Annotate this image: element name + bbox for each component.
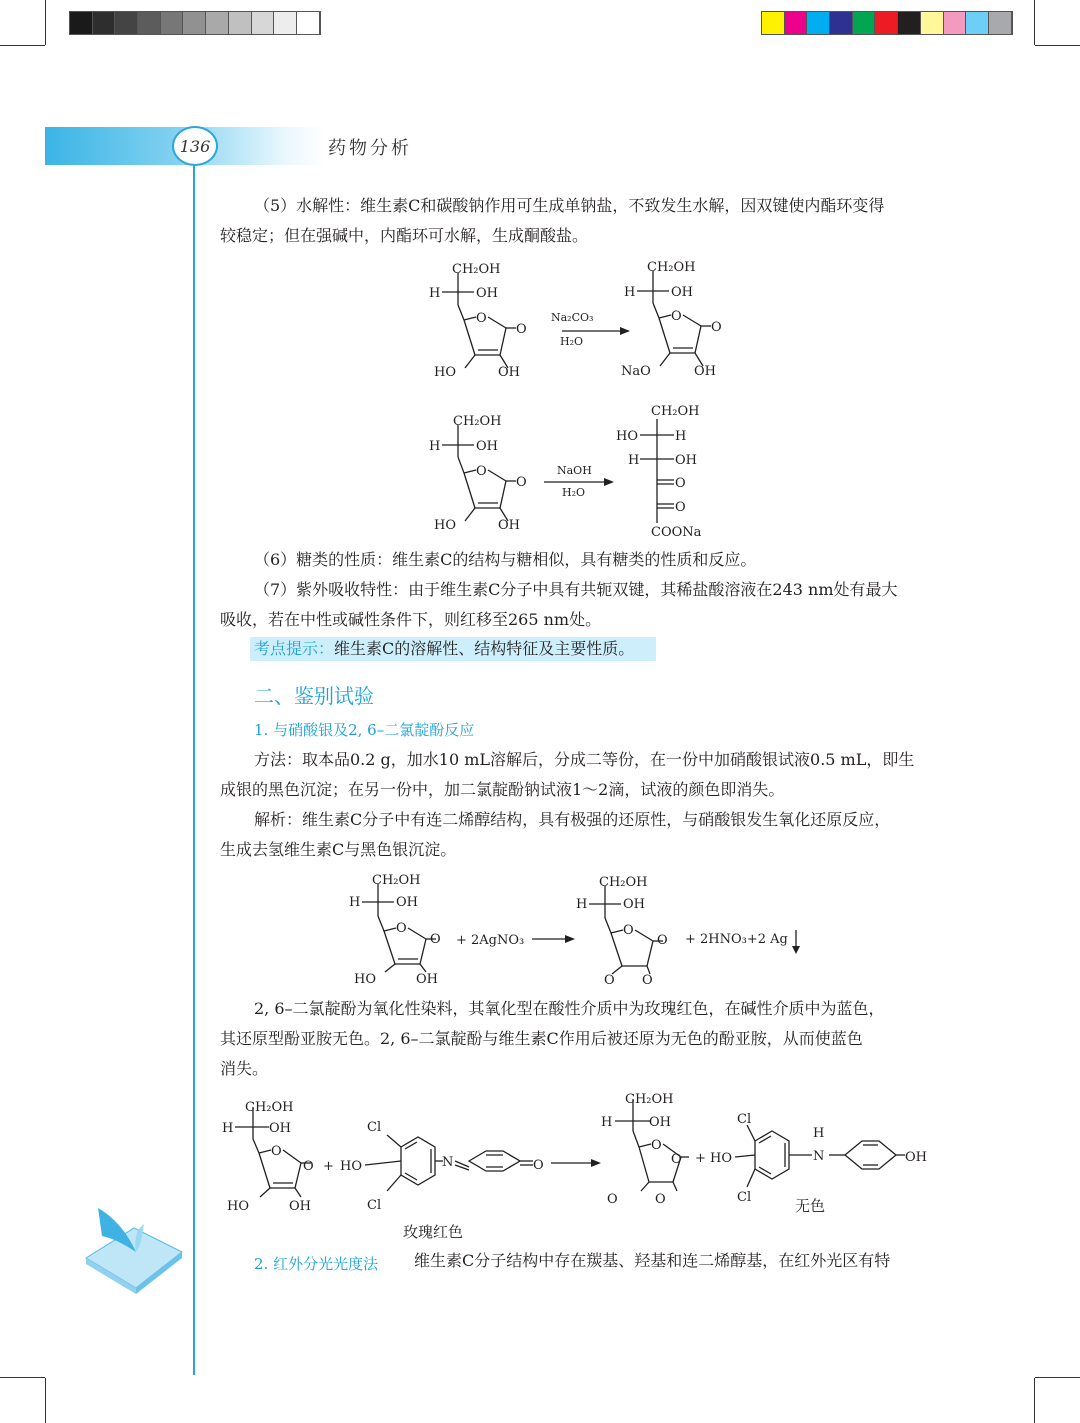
- label-ring-o: O: [396, 921, 407, 936]
- label-ring-o: O: [623, 923, 634, 938]
- page-number: 136: [172, 126, 218, 166]
- label-carbonyl-o: O: [671, 1152, 682, 1167]
- label-n: N: [813, 1149, 825, 1164]
- label-o: O: [533, 1158, 544, 1173]
- colorbar-swatch-4: [853, 12, 876, 34]
- label-h: H: [576, 897, 588, 912]
- colorbar-swatch-1: [785, 12, 808, 34]
- label-ch2oh: CH₂OH: [651, 404, 700, 419]
- label-cl: Cl: [367, 1198, 382, 1213]
- label-oh: OH: [649, 1115, 671, 1130]
- label-oh: OH: [498, 365, 520, 380]
- ir-text: 维生素C分子结构中存在羰基、羟基和连二烯醇基，在红外光区有特: [414, 1251, 891, 1270]
- paragraph-5-line1: （5）水解性：维生素C和碳酸钠作用可生成单钠盐，不致发生水解，因双键使内酯环变得: [254, 196, 885, 215]
- label-carbonyl-o: O: [303, 1159, 314, 1174]
- reaction-silver-nitrate-diagram: [340, 866, 820, 991]
- colorbar-swatch-8: [944, 12, 967, 34]
- colorbar-swatch-5: [875, 12, 898, 34]
- label-ho: HO: [227, 1199, 249, 1214]
- label-cl: Cl: [367, 1120, 382, 1135]
- label-oh: OH: [694, 364, 716, 379]
- greybar-swatch-9: [274, 12, 297, 34]
- label-oh: OH: [416, 972, 438, 987]
- key-point-text: [254, 634, 634, 664]
- colorbar-swatch-2: [807, 12, 830, 34]
- color-calibration-bar: [761, 11, 1013, 35]
- key-point-label: 考点提示：: [254, 639, 335, 658]
- label-carbonyl-o: O: [711, 320, 722, 335]
- crop-mark: [45, 0, 46, 45]
- label-nh-h: H: [813, 1126, 825, 1141]
- greybar-swatch-6: [206, 12, 229, 34]
- label-cl: Cl: [737, 1112, 752, 1127]
- grey-calibration-bar: [69, 11, 321, 35]
- label-h: H: [349, 895, 361, 910]
- label-plus: +: [323, 1159, 334, 1174]
- label-ho: HO: [710, 1151, 732, 1166]
- label-ch2oh: CH₂OH: [625, 1092, 674, 1107]
- label-ring-o: O: [476, 464, 487, 479]
- label-h: H: [624, 285, 636, 300]
- label-ch2oh: CH₂OH: [599, 875, 648, 890]
- label-ring-o: O: [476, 311, 487, 326]
- label-o: O: [655, 1192, 666, 1207]
- key-point-content: 维生素C的溶解性、结构特征及主要性质。: [334, 639, 635, 658]
- method-line1: 方法：取本品0.2 g，加水10 mL溶解后，分成二等份，在一份中加硝酸银试液0.5 mL，即生: [254, 750, 915, 769]
- label-o: O: [607, 1192, 618, 1207]
- label-oh: OH: [905, 1150, 927, 1165]
- greybar-swatch-3: [138, 12, 161, 34]
- colorbar-swatch-7: [921, 12, 944, 34]
- label-o: O: [642, 973, 653, 988]
- label-cl: Cl: [737, 1190, 752, 1205]
- label-coona: COONa: [651, 525, 702, 540]
- reagent-na2co3: Na₂CO₃: [551, 311, 594, 324]
- label-ho: HO: [434, 365, 456, 380]
- label-plus: +: [695, 1151, 706, 1166]
- crop-mark: [1035, 1377, 1080, 1378]
- reagent-naoh: NaOH: [557, 464, 592, 477]
- colorbar-swatch-10: [989, 12, 1012, 34]
- greybar-swatch-8: [252, 12, 275, 34]
- label-carbonyl-o: O: [516, 475, 527, 490]
- label-o: O: [604, 973, 615, 988]
- crop-mark: [1034, 0, 1035, 45]
- label-ho: HO: [616, 429, 638, 444]
- label-ring-o: O: [271, 1144, 282, 1159]
- paragraph-7-line2: 吸收，若在中性或碱性条件下，则红移至265 nm处。: [220, 610, 602, 629]
- label-oh: OH: [671, 285, 693, 300]
- label-h: H: [628, 453, 640, 468]
- label-carbonyl-o: O: [430, 932, 441, 947]
- label-ho: HO: [434, 518, 456, 533]
- label-oh: OH: [675, 453, 697, 468]
- label-ho: HO: [340, 1159, 362, 1174]
- paragraph-7-line1: （7）紫外吸收特性：由于维生素C分子中具有共轭双键，其稀盐酸溶液在243 nm处有最大: [254, 580, 898, 599]
- subsection-1-title: 1. 与硝酸银及2, 6–二氯靛酚反应: [254, 721, 475, 739]
- label-oh: OH: [289, 1199, 311, 1214]
- label-oh: OH: [498, 518, 520, 533]
- reaction-hydrolysis-diagram: [420, 255, 740, 545]
- colorbar-swatch-3: [830, 12, 853, 34]
- label-nao: NaO: [621, 364, 651, 379]
- crop-mark: [1034, 1378, 1035, 1423]
- label-carbonyl-o: O: [516, 322, 527, 337]
- greybar-swatch-7: [229, 12, 252, 34]
- label-h: H: [222, 1121, 234, 1136]
- reagent-h2o: H₂O: [562, 486, 586, 499]
- dcip-line1: 2, 6–二氯靛酚为氧化性染料，其氧化型在酸性介质中为玫瑰红色，在碱性介质中为蓝色，: [254, 999, 885, 1018]
- label-oh: OH: [476, 439, 498, 454]
- colorbar-swatch-6: [898, 12, 921, 34]
- greybar-swatch-4: [161, 12, 184, 34]
- label-n: N: [442, 1155, 454, 1170]
- paragraph-5-line2: 较稳定；但在强碱中，内酯环可水解，生成酮酸盐。: [220, 226, 589, 245]
- book-title: 药物分析: [328, 138, 412, 159]
- label-oh: OH: [269, 1121, 291, 1136]
- label-ch2oh: CH₂OH: [372, 873, 421, 888]
- crop-mark: [1035, 45, 1080, 46]
- label-ch2oh: CH₂OH: [647, 260, 696, 275]
- paragraph-6: （6）糖类的性质：维生素C的结构与糖相似，具有糖类的性质和反应。: [254, 550, 757, 569]
- crop-mark: [0, 1377, 45, 1378]
- greybar-swatch-10: [297, 12, 320, 34]
- label-rose-red: 玫瑰红色: [403, 1223, 464, 1241]
- label-ring-o: O: [671, 309, 682, 324]
- method-line2: 成银的黑色沉淀；在另一份中，加二氯靛酚钠试液1～2滴，试液的颜色即消失。: [220, 780, 785, 799]
- label-oh: OH: [396, 895, 418, 910]
- reagent-agno3: + 2AgNO₃: [456, 933, 525, 948]
- label-ch2oh: CH₂OH: [453, 414, 502, 429]
- label-h: H: [675, 429, 687, 444]
- label-o: O: [675, 476, 686, 491]
- products-hno3-ag: + 2HNO₃+2 Ag: [685, 932, 788, 947]
- book-decoration-icon: [78, 1200, 188, 1295]
- label-ho: HO: [354, 972, 376, 987]
- dcip-line2: 其还原型酚亚胺无色。2, 6–二氯靛酚与维生素C作用后被还原为无色的酚亚胺，从而使蓝色: [220, 1029, 863, 1048]
- colorbar-swatch-0: [762, 12, 785, 34]
- label-o: O: [675, 500, 686, 515]
- crop-mark: [45, 1378, 46, 1423]
- greybar-swatch-5: [183, 12, 206, 34]
- label-oh: OH: [623, 897, 645, 912]
- greybar-swatch-0: [70, 12, 93, 34]
- section-title: 二、鉴别试验: [254, 684, 374, 708]
- dcip-line3: 消失。: [220, 1059, 269, 1078]
- label-oh: OH: [476, 286, 498, 301]
- reagent-h2o: H₂O: [560, 335, 584, 348]
- analysis-line2: 生成去氢维生素C与黑色银沉淀。: [220, 840, 457, 859]
- label-h: H: [429, 286, 441, 301]
- reaction-dcip-diagram: [215, 1085, 935, 1245]
- crop-mark: [0, 45, 45, 46]
- label-h: H: [601, 1115, 613, 1130]
- greybar-swatch-1: [93, 12, 116, 34]
- greybar-swatch-2: [115, 12, 138, 34]
- colorbar-swatch-9: [966, 12, 989, 34]
- label-carbonyl-o: O: [657, 933, 668, 948]
- label-ch2oh: CH₂OH: [452, 262, 501, 277]
- analysis-line1: 解析：维生素C分子中有连二烯醇结构，具有极强的还原性，与硝酸银发生氧化还原反应，: [254, 810, 891, 829]
- label-ch2oh: CH₂OH: [245, 1100, 294, 1115]
- margin-rule: [193, 165, 195, 1375]
- label-colorless: 无色: [795, 1197, 826, 1215]
- label-h: H: [429, 439, 441, 454]
- subsection-2-title: 2. 红外分光光度法: [254, 1255, 379, 1273]
- label-ring-o: O: [651, 1138, 662, 1153]
